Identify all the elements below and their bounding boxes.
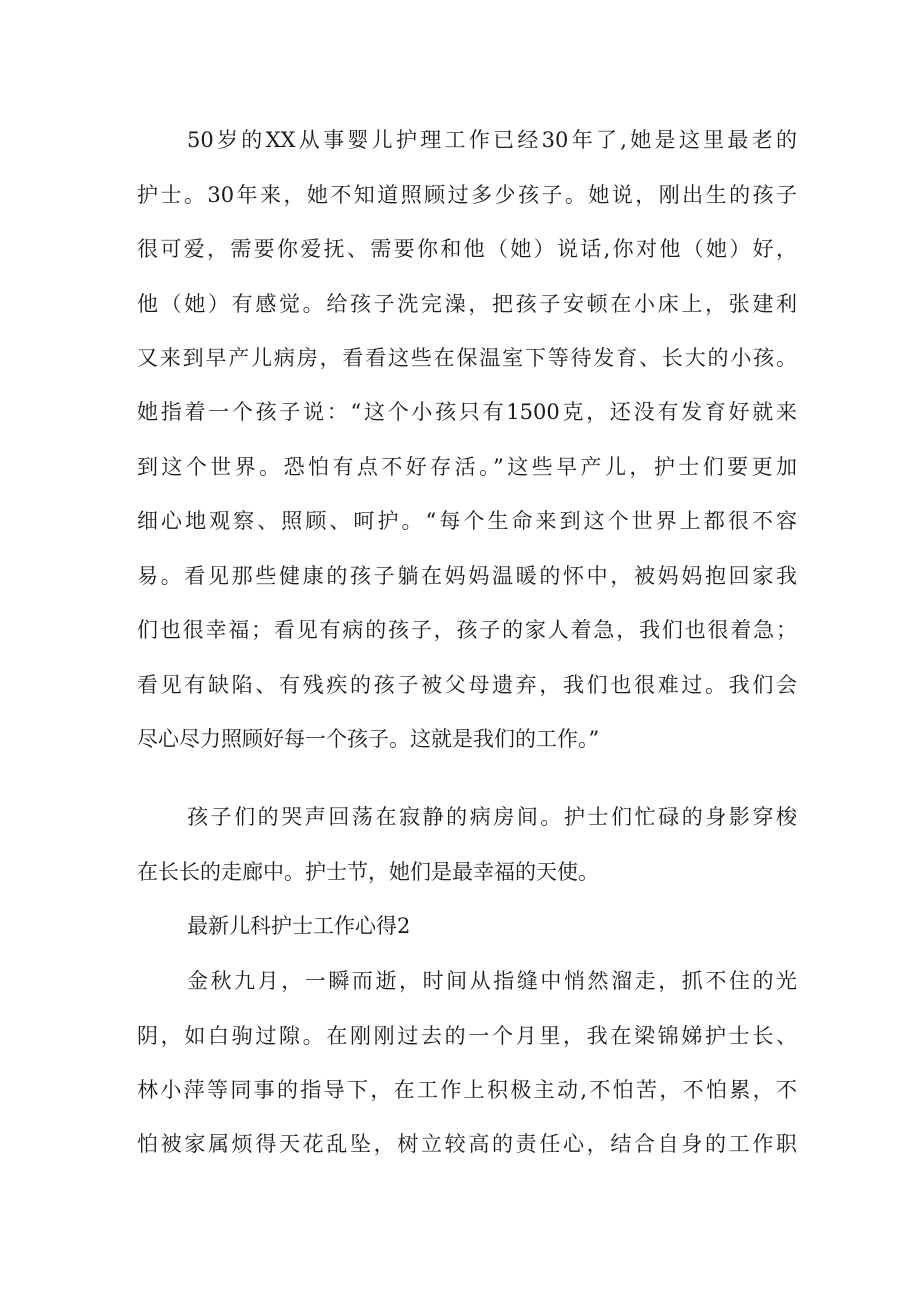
paragraph-line: 50岁的XX从事婴儿护理工作已经30年了,她是这里最老的 <box>187 128 797 152</box>
paragraph-line: 又来到早产儿病房，看看这些在保温室下等待发育、长大的小孩。 <box>137 346 797 370</box>
paragraph-line: 到这个世界。恐怕有点不好存活。”这些早产儿，护士们要更加 <box>137 455 797 479</box>
paragraph-line: 他（她）有感觉。给孩子洗完澡，把孩子安顿在小床上，张建利 <box>137 292 797 316</box>
paragraph-line: 孩子们的哭声回荡在寂静的病房间。护士们忙碌的身影穿梭 <box>187 805 797 829</box>
paragraph-line: 很可爱，需要你爱抚、需要你和他（她）说话,你对他（她）好， <box>137 237 797 261</box>
paragraph-line: 她指着一个孩子说：“这个小孩只有1500克，还没有发育好就来 <box>137 400 797 424</box>
paragraph-line: 看见有缺陷、有残疾的孩子被父母遗弃，我们也很难过。我们会 <box>137 673 797 697</box>
paragraph-line: 怕被家属烦得天花乱坠，树立较高的责任心，结合自身的工作职 <box>137 1132 797 1156</box>
paragraph-line: 尽心尽力照顾好每一个孩子。这就是我们的工作。” <box>137 727 600 751</box>
paragraph-line: 护士。30年来，她不知道照顾过多少孩子。她说，刚出生的孩子 <box>137 183 797 207</box>
paragraph-line: 在长长的走廊中。护士节，她们是最幸福的天使。 <box>137 860 599 884</box>
section-heading: 最新儿科护士工作心得2 <box>187 914 411 938</box>
paragraph-line: 阴，如白驹过隙。在刚刚过去的一个月里，我在梁锦娣护士长、 <box>137 1024 797 1048</box>
paragraph-line: 细心地观察、照顾、呵护。“每个生命来到这个世界上都很不容 <box>137 509 797 533</box>
paragraph-line: 们也很幸福；看见有病的孩子，孩子的家人着急，我们也很着急； <box>137 618 797 642</box>
paragraph-line: 金秋九月，一瞬而逝，时间从指缝中悄然溜走，抓不住的光 <box>187 969 797 993</box>
paragraph-line: 易。看见那些健康的孩子躺在妈妈温暖的怀中，被妈妈抱回家我 <box>137 564 797 588</box>
paragraph-line: 林小萍等同事的指导下，在工作上积极主动,不怕苦，不怕累，不 <box>137 1078 797 1102</box>
